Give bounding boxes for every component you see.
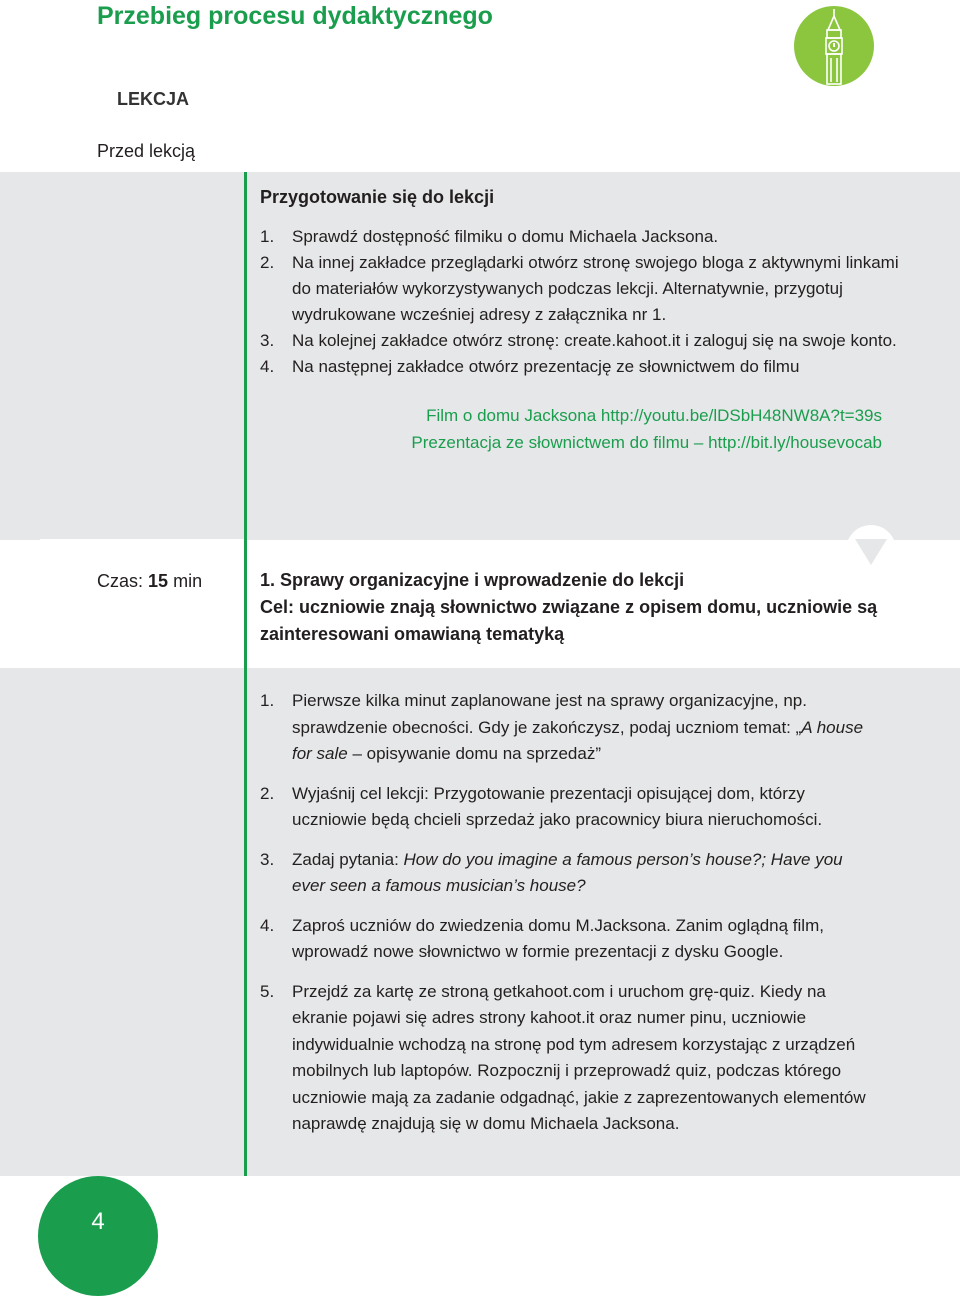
section-label: LEKCJA: [117, 89, 190, 109]
stage-header: [260, 567, 900, 648]
divider-line: [40, 539, 246, 544]
item-number: 1.: [260, 227, 275, 246]
item-number: 2.: [260, 253, 275, 272]
list-item: [260, 688, 880, 768]
video-link[interactable]: Film o domu Jacksona http://youtu.be/lDSbH48NW8A?t=39s: [426, 406, 882, 425]
item-number: 3.: [260, 849, 275, 869]
item-number: 5.: [260, 981, 275, 1001]
item-italic: A house for sale: [292, 717, 864, 763]
before-lesson-label: Przed lekcją: [97, 141, 196, 161]
item-text: – opisywanie domu na sprzedaż”: [347, 744, 601, 763]
list-item: [260, 847, 880, 900]
item-number: 1.: [260, 691, 275, 710]
list-item: [260, 979, 880, 1138]
duration-prefix: Czas:: [97, 571, 144, 591]
item-number: 2.: [260, 783, 275, 803]
item-number: 4.: [260, 915, 275, 935]
item-text: Na następnej zakładce otwórz prezentację ze słownictwem do filmu: [292, 357, 800, 376]
item-text: Na innej zakładce przeglądarki otwórz stronę swojego bloga z aktywnymi linkami do materiałów wykorzystywanych podczas lekcji. Alternatywnie, przygotuj wydrukowane wcześniej adresy z załącznika nr 1.: [292, 253, 899, 324]
stage-goal: Cel: uczniowie znają słownictwo związane z opisem domu, uczniowie są zainteresowani omawianą tematyką: [260, 597, 878, 644]
duration-value: 15: [148, 571, 169, 591]
item-text: Przejdź za kartę ze stroną getkahoot.com i uruchom grę-quiz. Kiedy na ekranie pojawi się adres strony kahoot.it oraz numer pinu, uczniowie indywidualnie wchodzą na stronę pod tym adresem korzystając z urządzeń mobilnych lub laptopów. Rozpocznij i przeprowadź quiz, podczas którego uczniowie mają za zadanie odgadnąć, jakie z zaprezentowanych elementów naprawdę znajdują się w domu Michaela Jacksona.: [292, 981, 866, 1133]
big-ben-tower-icon: [794, 6, 874, 86]
stage-title: 1. Sprawy organizacyjne i wprowadzenie do lekcji: [260, 570, 685, 590]
duration-label: [97, 571, 202, 592]
duration-unit: min: [173, 571, 203, 591]
preparation-section: [260, 184, 900, 456]
steps-list: [260, 688, 880, 1151]
list-item: [260, 250, 900, 328]
item-text: Zaproś uczniów do zwiedzenia domu M.Jacksona. Zanim oglądną film, wprowadź nowe słownictwo w formie prezentacji z dysku Google.: [292, 915, 824, 961]
item-text: Sprawdź dostępność filmiku o domu Michaela Jacksona.: [292, 227, 719, 246]
timeline-line: [244, 172, 247, 1176]
resource-links: [260, 402, 900, 456]
item-text: Zadaj pytania:: [292, 849, 404, 869]
item-number: 3.: [260, 331, 275, 350]
list-item: [260, 913, 880, 966]
item-text: Na kolejnej zakładce otwórz stronę: create.kahoot.it i zaloguj się na swoje konto.: [292, 331, 897, 350]
list-item: [260, 781, 880, 834]
item-number: 4.: [260, 357, 275, 376]
item-italic: How do you imagine a famous person’s house?; Have you ever seen a famous musician’s house?: [292, 849, 843, 895]
item-text: Pierwsze kilka minut zaplanowane jest na sprawy organizacyjne, np. sprawdzenie obecności. Gdy je zakończysz, podaj uczniom temat: „: [292, 691, 807, 737]
list-item: [260, 354, 900, 380]
list-item: [260, 224, 900, 250]
presentation-link[interactable]: Prezentacja ze słownictwem do filmu – http://bit.ly/housevocab: [411, 433, 882, 452]
preparation-list: [260, 224, 900, 380]
preparation-heading: Przygotowanie się do lekcji: [260, 187, 495, 207]
list-item: [260, 328, 900, 354]
item-text: Wyjaśnij cel lekcji: Przygotowanie prezentacji opisującej dom, którzy uczniowie będą chcieli sprzedaż jako pracownicy biura nieruchomości.: [292, 783, 823, 829]
page-number: 4: [91, 1208, 105, 1235]
page-number-badge: [38, 1176, 158, 1296]
page-title: Przebieg procesu dydaktycznego: [97, 2, 493, 30]
